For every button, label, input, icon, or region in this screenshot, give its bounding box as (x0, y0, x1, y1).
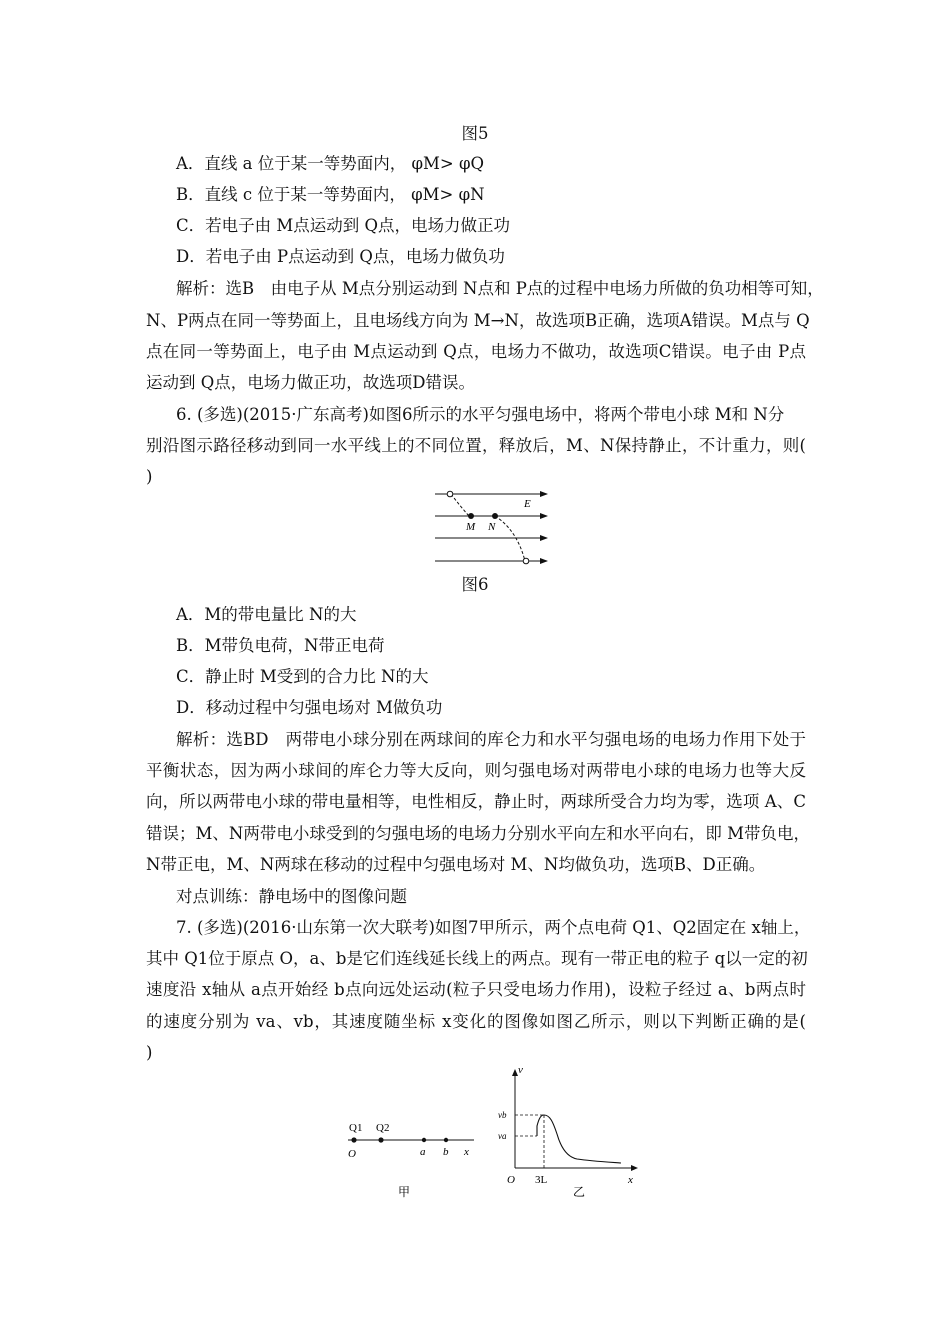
charge-q1 (351, 1137, 356, 1142)
q5-option-c: C．若电子由 M点运动到 Q点，电场力做正功 (176, 216, 511, 235)
figure-6-diagram (425, 484, 555, 572)
point-b (444, 1138, 448, 1142)
label-va: va (498, 1131, 507, 1141)
q6-analysis-line-3: 向，所以两带电小球的带电量相等，电性相反，静止时，两球所受合力均为零，选项 A、C (146, 792, 806, 811)
label-q1: Q1 (349, 1122, 363, 1134)
start-point-n (523, 558, 529, 564)
q7-stem-line-2: 其中 Q1位于原点 O，a、b是它们连线延长线上的两点。现有一带正电的粒子 q以一定的初 (146, 949, 808, 968)
label-x: x (628, 1174, 633, 1186)
velocity-curve (537, 1115, 621, 1163)
label-vb: vb (498, 1110, 507, 1120)
path-m (451, 494, 469, 516)
label-o: O (348, 1148, 356, 1160)
label-b: b (443, 1146, 449, 1158)
start-point-m (447, 491, 453, 497)
ball-n (492, 513, 498, 519)
label-n: N (488, 521, 496, 533)
label-a: a (420, 1146, 426, 1158)
charge-q2 (378, 1137, 383, 1142)
q6-option-b: B．M带负电荷，N带正电荷 (176, 636, 385, 655)
q5-analysis-line-3: 点在同一等势面上，电子由 M点运动到 Q点，电场力不做功，故选项C错误。电子由 P点 (146, 342, 806, 361)
q5-analysis-line-4: 运动到 Q点，电场力做正功，故选项D错误。 (146, 373, 476, 392)
q5-analysis-line-2: N、P两点在同一等势面上，且电场线方向为 M→N，故选项B正确，选项A错误。M点与 Q (146, 311, 810, 330)
q6-analysis-line-2: 平衡状态，因为两小球间的库仑力等大反向，则匀强电场对两带电小球的电场力也等大反 (146, 761, 806, 780)
q6-stem-line-2: 别沿图示路径移动到同一水平线上的不同位置，释放后，M、N保持静止，不计重力，则( (146, 436, 806, 455)
q6-stem-line-1: 6. (多选)(2015·广东高考)如图6所示的水平匀强电场中，将两个带电小球 M和 N分 (176, 405, 785, 424)
q7-stem-line-4: 的速度分别为 va、vb，其速度随坐标 x变化的图像如图乙所示，则以下判断正确的是( (146, 1012, 806, 1031)
q7-stem-line-5: ) (146, 1043, 153, 1062)
q5-option-a: A．直线 a 位于某一等势面内， φM> φQ (176, 154, 485, 173)
q5-option-b: B．直线 c 位于某一等势面内， φM> φN (176, 185, 485, 204)
label-e: E (524, 498, 531, 510)
q6-option-a: A．M的带电量比 N的大 (176, 605, 357, 624)
q5-option-d: D．若电子由 P点运动到 Q点，电场力做负功 (176, 247, 505, 266)
q6-analysis-line-4: 错误；M、N两带电小球受到的匀强电场的电场力分别水平向左和水平向右，即 M带负电， (146, 824, 810, 843)
section-title: 对点训练：静电场中的图像问题 (176, 887, 407, 906)
label-m: M (466, 521, 476, 533)
q7-stem-line-3: 速度沿 x轴从 a点开始经 b点向远处运动(粒子只受电场力作用)，设粒子经过 a、b两点时 (146, 980, 806, 999)
ball-m (468, 513, 474, 519)
q6-analysis-line-5: N带正电，M、N两球在移动的过程中匀强电场对 M、N均做负功，选项B、D正确。 (146, 855, 766, 874)
q6-option-d: D．移动过程中匀强电场对 M做负功 (176, 698, 443, 717)
q5-analysis-line-1: 解析：选B 由电子从 M点分别运动到 N点和 P点的过程中电场力所做的负功相等可知， (176, 279, 824, 298)
label-q2: Q2 (376, 1122, 390, 1134)
q7-stem-line-1: 7. (多选)(2016·山东第一次大联考)如图7甲所示，两个点电荷 Q1、Q2固定在 x轴上， (176, 918, 811, 937)
label-3l: 3L (535, 1174, 548, 1186)
figure-5-caption: 图5 (461, 124, 489, 143)
q6-option-c: C．静止时 M受到的合力比 N的大 (176, 667, 429, 686)
label-x: x (464, 1146, 469, 1158)
label-o: O (507, 1174, 515, 1186)
figure-7-right-graph (495, 1062, 645, 1202)
caption-jia: 甲 (398, 1185, 411, 1199)
q6-analysis-line-1: 解析：选BD 两带电小球分别在两球间的库仑力和水平匀强电场的电场力作用下处于 (176, 730, 806, 749)
q6-stem-line-3: ) (146, 467, 153, 486)
figure-7-left-diagram (340, 1116, 480, 1206)
caption-yi: 乙 (573, 1185, 586, 1199)
point-a (422, 1138, 426, 1142)
figure-6-caption: 图6 (461, 575, 489, 594)
label-v: v (518, 1064, 523, 1076)
